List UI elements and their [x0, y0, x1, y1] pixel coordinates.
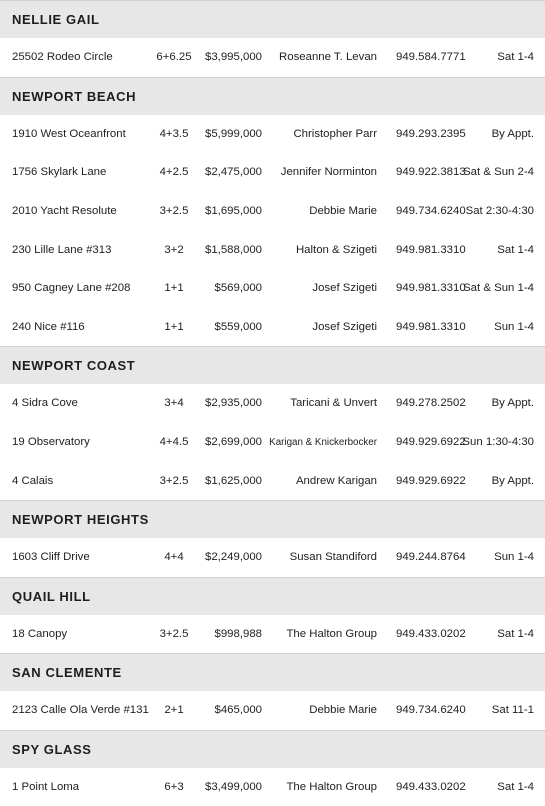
listing-bed-bath: 1+1 [164, 320, 184, 333]
section-header: NEWPORT BEACH [0, 77, 545, 115]
listing-phone: 949.981.3310 [396, 282, 466, 295]
listing-phone: 949.734.6240 [396, 205, 466, 218]
listing-price: $559,000 [214, 320, 262, 333]
listing-agent: Jennifer Norminton [280, 166, 377, 179]
listing-row [0, 308, 545, 347]
listing-agent: The Halton Group [286, 627, 377, 640]
listing-agent: Taricani & Unvert [290, 397, 377, 410]
listing-bed-bath: 4+3.5 [159, 127, 189, 140]
section-header: NELLIE GAIL [0, 0, 545, 38]
listing-price: $1,695,000 [204, 205, 262, 218]
listing-open-hours: Sat 1-4 [497, 627, 534, 640]
listing-row [0, 38, 545, 77]
listing-price: $1,588,000 [204, 243, 262, 256]
listing-bed-bath: 3+2.5 [159, 205, 189, 218]
listing-bed-bath: 4+2.5 [159, 166, 189, 179]
listing-agent: Andrew Karigan [295, 474, 377, 487]
listing-row [0, 153, 545, 192]
listing-bed-bath: 1+1 [164, 282, 184, 295]
listing-row [0, 538, 545, 577]
listing-agent: Halton & Szigeti [295, 243, 377, 256]
listing-agent: Christopher Parr [293, 127, 377, 140]
listing-address: 1756 Skylark Lane [12, 166, 107, 179]
listing-open-hours: Sat 1-4 [497, 51, 534, 64]
listing-address: 4 Sidra Cove [12, 397, 78, 410]
listing-row [0, 615, 545, 654]
listing-open-hours: Sat 11-1 [491, 704, 534, 717]
listing-open-hours: By Appt. [491, 397, 534, 410]
listing-row [0, 115, 545, 154]
listing-phone: 949.584.7771 [396, 51, 466, 64]
listing-phone: 949.278.2502 [396, 397, 466, 410]
listing-price: $1,625,000 [204, 474, 262, 487]
listing-address: 19 Observatory [12, 436, 90, 449]
section-header: NEWPORT COAST [0, 346, 545, 384]
listing-phone: 949.293.2395 [396, 127, 466, 140]
section-header: SPY GLASS [0, 730, 545, 768]
listing-phone: 949.981.3310 [396, 320, 466, 333]
listing-price: $998,988 [214, 627, 262, 640]
section-header: SAN CLEMENTE [0, 653, 545, 691]
listing-price: $569,000 [214, 282, 262, 295]
listing-agent: Roseanne T. Levan [279, 51, 377, 64]
listing-row [0, 230, 545, 269]
listing-address: 230 Lille Lane #313 [12, 243, 112, 256]
listing-open-hours: Sun 1:30-4:30 [462, 436, 534, 449]
listing-price: $2,935,000 [204, 397, 262, 410]
listing-agent: Debbie Marie [309, 205, 377, 218]
listing-price: $3,499,000 [204, 781, 262, 794]
listing-address: 1603 Cliff Drive [12, 551, 90, 564]
listing-price: $2,475,000 [204, 166, 262, 179]
listing-price: $2,249,000 [204, 551, 262, 564]
listing-row [0, 768, 545, 806]
listing-phone: 949.922.3813 [396, 166, 466, 179]
listing-open-hours: Sun 1-4 [494, 551, 534, 564]
listing-agent: Susan Standiford [289, 551, 377, 564]
listing-phone: 949.929.6922 [396, 436, 466, 449]
listing-phone: 949.433.0202 [396, 781, 466, 794]
listing-bed-bath: 3+2 [164, 243, 184, 256]
listing-open-hours: By Appt. [491, 127, 534, 140]
listing-open-hours: By Appt. [491, 474, 534, 487]
listing-phone: 949.981.3310 [396, 243, 466, 256]
listing-phone: 949.433.0202 [396, 627, 466, 640]
listing-bed-bath: 6+3 [164, 781, 184, 794]
listing-address: 1 Point Loma [12, 781, 80, 794]
listing-address: 2123 Calle Ola Verde #131 [12, 704, 149, 717]
listing-row [0, 423, 545, 462]
listing-address: 25502 Rodeo Circle [12, 51, 113, 64]
listing-bed-bath: 3+2.5 [159, 474, 189, 487]
listing-open-hours: Sat 1-4 [497, 243, 534, 256]
listing-address: 1910 West Oceanfront [12, 127, 126, 140]
listing-bed-bath: 3+4 [164, 397, 184, 410]
listing-phone: 949.929.6922 [396, 474, 466, 487]
listing-phone: 949.244.8764 [396, 551, 466, 564]
listing-address: 950 Cagney Lane #208 [12, 282, 131, 295]
listing-agent: Josef Szigeti [312, 282, 377, 295]
listing-open-hours: Sat & Sun 2-4 [463, 166, 534, 179]
listing-agent: Karigan & Knickerbocker [269, 436, 377, 448]
listing-row [0, 192, 545, 231]
listing-agent: Debbie Marie [309, 704, 377, 717]
listing-address: 2010 Yacht Resolute [12, 205, 117, 218]
listing-agent: The Halton Group [286, 781, 377, 794]
listing-address: 240 Nice #116 [12, 320, 85, 333]
listing-bed-bath: 4+4.5 [159, 436, 189, 449]
listing-row [0, 691, 545, 730]
listing-row [0, 384, 545, 423]
listing-bed-bath: 3+2.5 [159, 627, 189, 640]
listing-agent: Josef Szigeti [312, 320, 377, 333]
listing-bed-bath: 6+6.25 [156, 51, 192, 64]
section-header: NEWPORT HEIGHTS [0, 500, 545, 538]
listing-row [0, 461, 545, 500]
listing-bed-bath: 2+1 [164, 704, 184, 717]
listing-price: $465,000 [214, 704, 262, 717]
listing-row [0, 269, 545, 308]
listing-address: 4 Calais [12, 474, 54, 487]
listing-phone: 949.734.6240 [396, 704, 466, 717]
listing-bed-bath: 4+4 [164, 551, 184, 564]
listing-open-hours: Sat & Sun 1-4 [463, 282, 534, 295]
listing-price: $5,999,000 [204, 127, 262, 140]
section-header: QUAIL HILL [0, 577, 545, 615]
listing-price: $3,995,000 [204, 51, 262, 64]
listing-price: $2,699,000 [204, 436, 262, 449]
listing-open-hours: Sat 2:30-4:30 [465, 205, 534, 218]
listing-address: 18 Canopy [12, 627, 68, 640]
listing-open-hours: Sat 1-4 [497, 781, 534, 794]
listing-open-hours: Sun 1-4 [494, 320, 534, 333]
